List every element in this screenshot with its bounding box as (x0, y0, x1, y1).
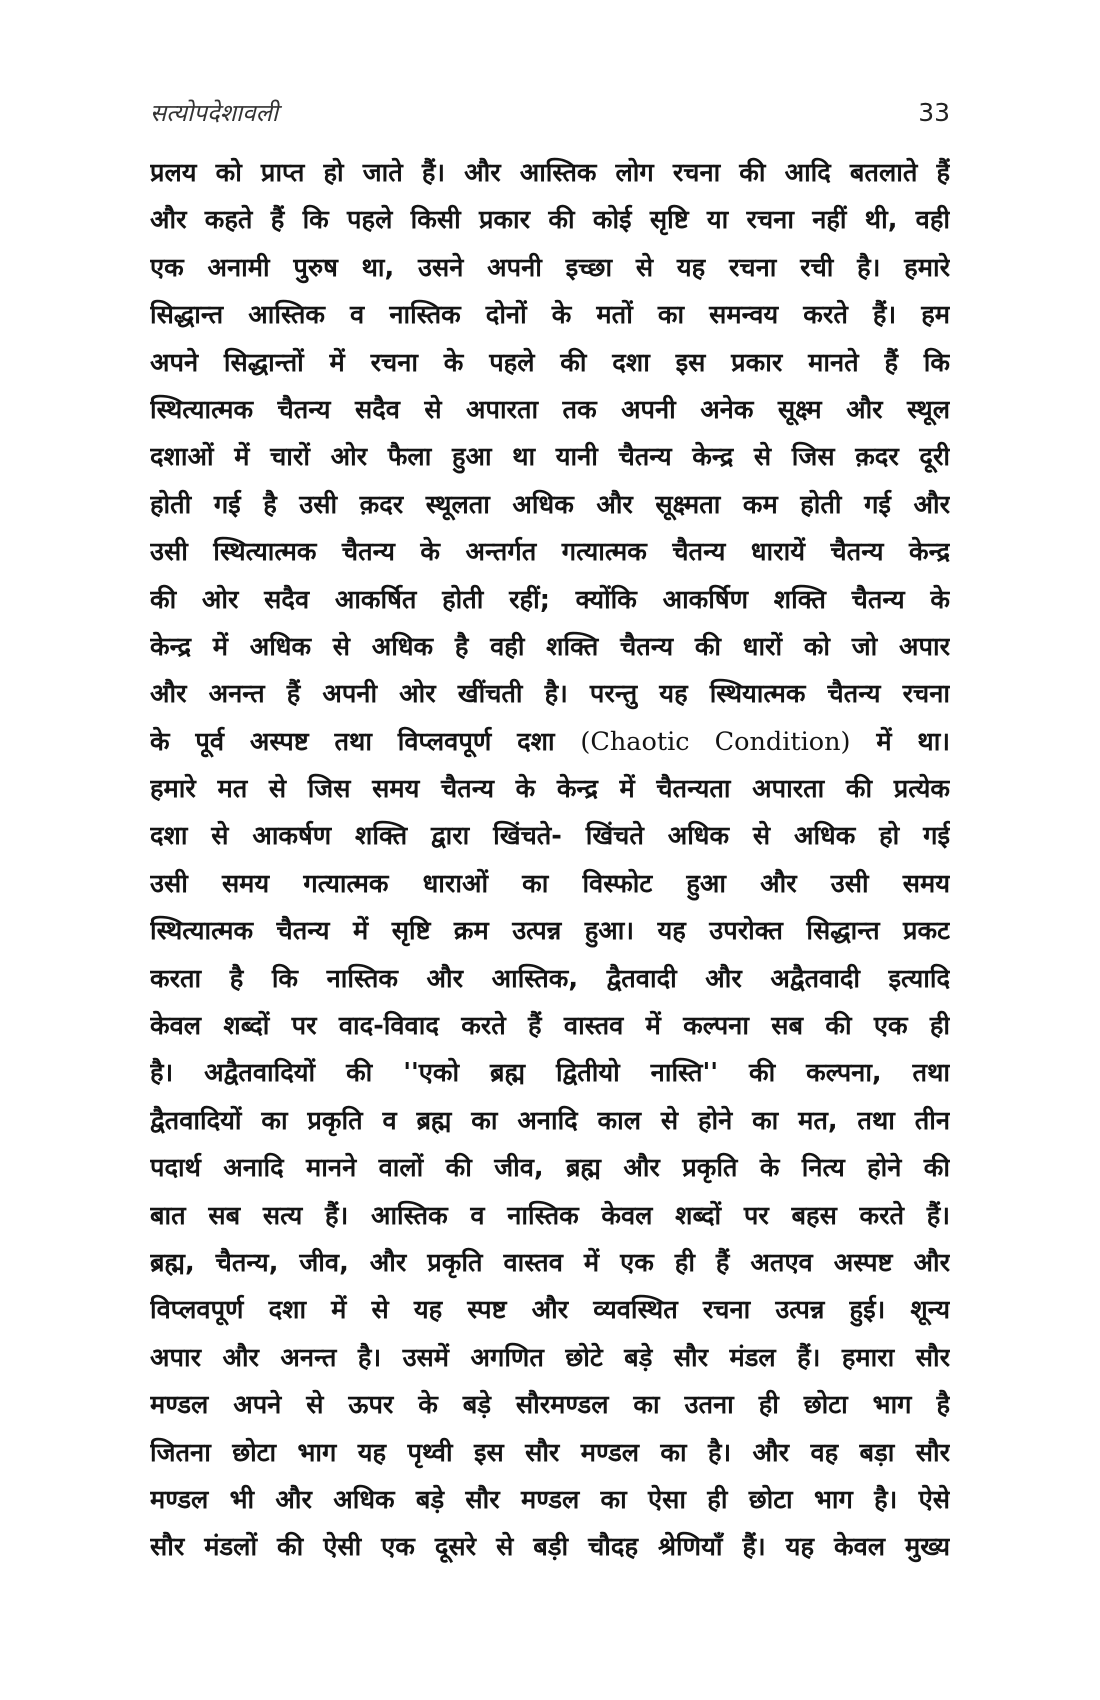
text-line-5: अपने सिद्धान्तों में रचना के पहले की दशा इस प्रकार मानते हैं कि (150, 347, 950, 378)
text-line-4: सिद्धान्त आस्तिक व नास्तिक दोनों के मतों का समन्वय करते हैं। हम (150, 300, 950, 331)
text-line-3: एक अनामी पुरुष था, उसने अपनी इच्छा से यह रचना रची है। हमारे (150, 252, 950, 283)
text-line-20: है। अद्वैतवादियों की ''एको ब्रह्म द्वितीयो नास्ति'' की कल्पना, तथा (150, 1058, 950, 1089)
text-line-12: और अनन्त हैं अपनी ओर खींचती है। परन्तु यह स्थियात्मक चैतन्य रचना (150, 679, 950, 710)
text-line-16: उसी समय गत्यात्मक धाराओं का विस्फोट हुआ और उसी समय (150, 868, 950, 899)
text-line-10: की ओर सदैव आकर्षित होती रहीं; क्योंकि आकर्षिण शक्ति चैतन्य के (150, 584, 950, 615)
text-line-7: दशाओं में चारों ओर फैला हुआ था यानी चैतन्य केन्द्र से जिस क़दर दूरी (150, 442, 950, 473)
text-line-8: होती गई है उसी क़दर स्थूलता अधिक और सूक्ष्मता कम होती गई और (150, 489, 950, 520)
body-text (150, 150, 950, 1572)
text-line-9: उसी स्थित्यात्मक चैतन्य के अन्तर्गत गत्यात्मक चैतन्य धारायें चैतन्य केन्द्र (150, 537, 950, 568)
text-line-15: दशा से आकर्षण शक्ति द्वारा खिंचते- खिंचते अधिक से अधिक हो गई (150, 821, 950, 852)
text-line-29: मण्डल भी और अधिक बड़े सौर मण्डल का ऐसा ही छोटा भाग है। ऐसे (150, 1484, 950, 1515)
latin-phrase: (Chaotic Condition) (580, 726, 851, 757)
text-line-24: ब्रह्म, चैतन्य, जीव, और प्रकृति वास्तव में एक ही हैं अतएव अस्पष्ट और (150, 1247, 950, 1278)
running-head (150, 92, 950, 132)
text-line-17: स्थित्यात्मक चैतन्य में सृष्टि क्रम उत्पन्न हुआ। यह उपरोक्त सिद्धान्त प्रकट (150, 916, 950, 947)
page-number: 33 (918, 97, 950, 127)
text-line-19: केवल शब्दों पर वाद-विवाद करते हैं वास्तव में कल्पना सब की एक ही (150, 1011, 950, 1042)
text-line-30: सौर मंडलों की ऐसी एक दूसरे से बड़ी चौदह श्रेणियाँ हैं। यह केवल मुख्य (150, 1532, 950, 1563)
text-line-25: विप्लवपूर्ण दशा में से यह स्पष्ट और व्यवस्थित रचना उत्पन्न हुई। शून्य (150, 1295, 950, 1326)
text-line-14: हमारे मत से जिस समय चैतन्य के केन्द्र में चैतन्यता अपारता की प्रत्येक (150, 774, 950, 805)
text-line-21: द्वैतवादियों का प्रकृति व ब्रह्म का अनादि काल से होने का मत, तथा तीन (150, 1105, 950, 1136)
text-line-2: और कहते हैं कि पहले किसी प्रकार की कोई सृष्टि या रचना नहीं थी, वही (150, 205, 950, 236)
text-line-18: करता है कि नास्तिक और आस्तिक, द्वैतवादी और अद्वैतवादी इत्यादि (150, 963, 950, 994)
running-title: सत्योपदेशावली (150, 98, 279, 127)
text-line-1: प्रलय को प्राप्त हो जाते हैं। और आस्तिक लोग रचना की आदि बतलाते हैं (150, 158, 950, 188)
text-line-13 (150, 719, 950, 766)
text-line-13-start: के पूर्व अस्पष्ट तथा विप्लवपूर्ण दशा (150, 726, 555, 757)
text-line-22: पदार्थ अनादि मानने वालों की जीव, ब्रह्म और प्रकृति के नित्य होने की (150, 1153, 950, 1184)
text-line-13-end: में था। (876, 726, 950, 757)
text-line-23: बात सब सत्य हैं। आस्तिक व नास्तिक केवल शब्दों पर बहस करते हैं। (150, 1200, 950, 1231)
text-line-28: जितना छोटा भाग यह पृथ्वी इस सौर मण्डल का है। और वह बड़ा सौर (150, 1437, 950, 1468)
text-line-26: अपार और अनन्त है। उसमें अगणित छोटे बड़े सौर मंडल हैं। हमारा सौर (150, 1342, 950, 1373)
text-line-11: केन्द्र में अधिक से अधिक है वही शक्ति चैतन्य की धारों को जो अपार (150, 631, 950, 662)
text-line-27: मण्डल अपने से ऊपर के बड़े सौरमण्डल का उतना ही छोटा भाग है (150, 1390, 950, 1421)
text-line-6: स्थित्यात्मक चैतन्य सदैव से अपारता तक अपनी अनेक सूक्ष्म और स्थूल (150, 394, 950, 425)
